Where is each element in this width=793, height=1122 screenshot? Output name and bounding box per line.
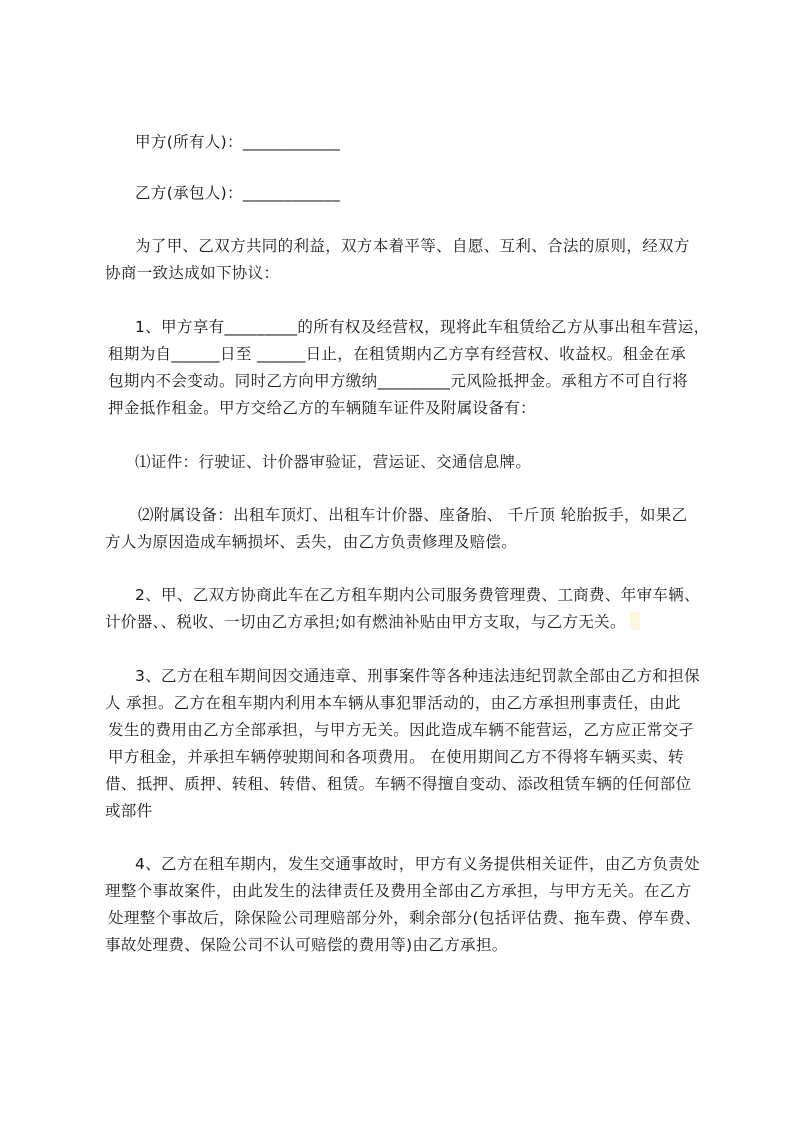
clause1-line: 包期内不会变动。同时乙方向甲方缴纳_________元风险抵押金。承租方不可自行将 [108, 372, 689, 390]
intro-line: 为了甲、乙双方共同的利益，双方本着平等、自愿、互利、合法的原则，经双方 [135, 237, 690, 255]
clause4-line: 处理整个事故后，除保险公司理赔部分外，剩余部分(包括评估费、拖车费、停车费、 [108, 909, 701, 927]
clause3-line: 3、乙方在租车期间因交通违章、刑事案件等各种违法违纪罚款全部由乙方和担保 [135, 667, 700, 685]
clause3-line: 或部件 [105, 802, 153, 820]
item2-line: ⑵附属设备：出租车顶灯、出租车计价器、座备胎、 千斤顶 轮胎扳手，如果乙 [138, 506, 688, 524]
clause3-line: 发生的费用由乙方全部承担，与甲方无关。因此造成车辆不能营运，乙方应正常交孑 [108, 721, 695, 739]
clause4-line: 事故处理费、保险公司不认可赔偿的费用等)由乙方承担。 [105, 936, 508, 954]
clause1-line: 押金抵作租金。甲方交给乙方的车辆随车证件及附属设备有： [108, 399, 536, 417]
clause3-line: 借、抵押、质押、转租、转借、租赁。车辆不得擅自变动、添改租赁车辆的任何部位 [105, 775, 692, 793]
item2-line: 方人为原因造成车辆损坏、丢失，由乙方负责修理及赔偿。 [105, 533, 518, 551]
text-highlight-mark [630, 612, 640, 630]
clause4-line: 4、乙方在租车期内，发生交通事故时，甲方有义务提供相关证件，由乙方负责处 [135, 855, 700, 873]
clause1-line: 租期为自______日至 ______日止，在租赁期内乙方享有经营权、收益权。租金在承 [108, 345, 686, 363]
clause3-line: 甲方租金，并承担车辆停驶期间和各项费用。 在使用期间乙方不得将车辆买卖、转 [108, 748, 684, 766]
party-a-line: 甲方(所有人)：____________ [135, 133, 341, 151]
clause2-line-text: 计价器、、税收、一切由乙方承担;如有燃油补贴由甲方支取，与乙方无关。 [105, 613, 626, 631]
clause2-line-with-highlight [105, 611, 640, 633]
intro-line: 协商一致达成如下协议： [105, 264, 280, 282]
clause2-line: 2、甲、乙双方协商此车在乙方租车期内公司服务费管理费、工商费、年审车辆、 [135, 586, 700, 604]
item1-line: ⑴证件：行驶证、计价器审验证，营运证、交通信息牌。 [135, 453, 532, 471]
clause4-line: 理整个事故案件，由此发生的法律责任及费用全部由乙方承担，与甲方无关。在乙方 [105, 882, 692, 900]
clause3-line: 人 承担。乙方在租车期内利用本车辆从事犯罪活动的，由乙方承担刑事责任，由此 [105, 694, 681, 712]
clause1-line: 1、甲方享有_________的所有权及经营权，现将此车租赁给乙方从事出租车营运， [135, 318, 710, 336]
party-b-line: 乙方(承包人)：____________ [135, 184, 341, 202]
